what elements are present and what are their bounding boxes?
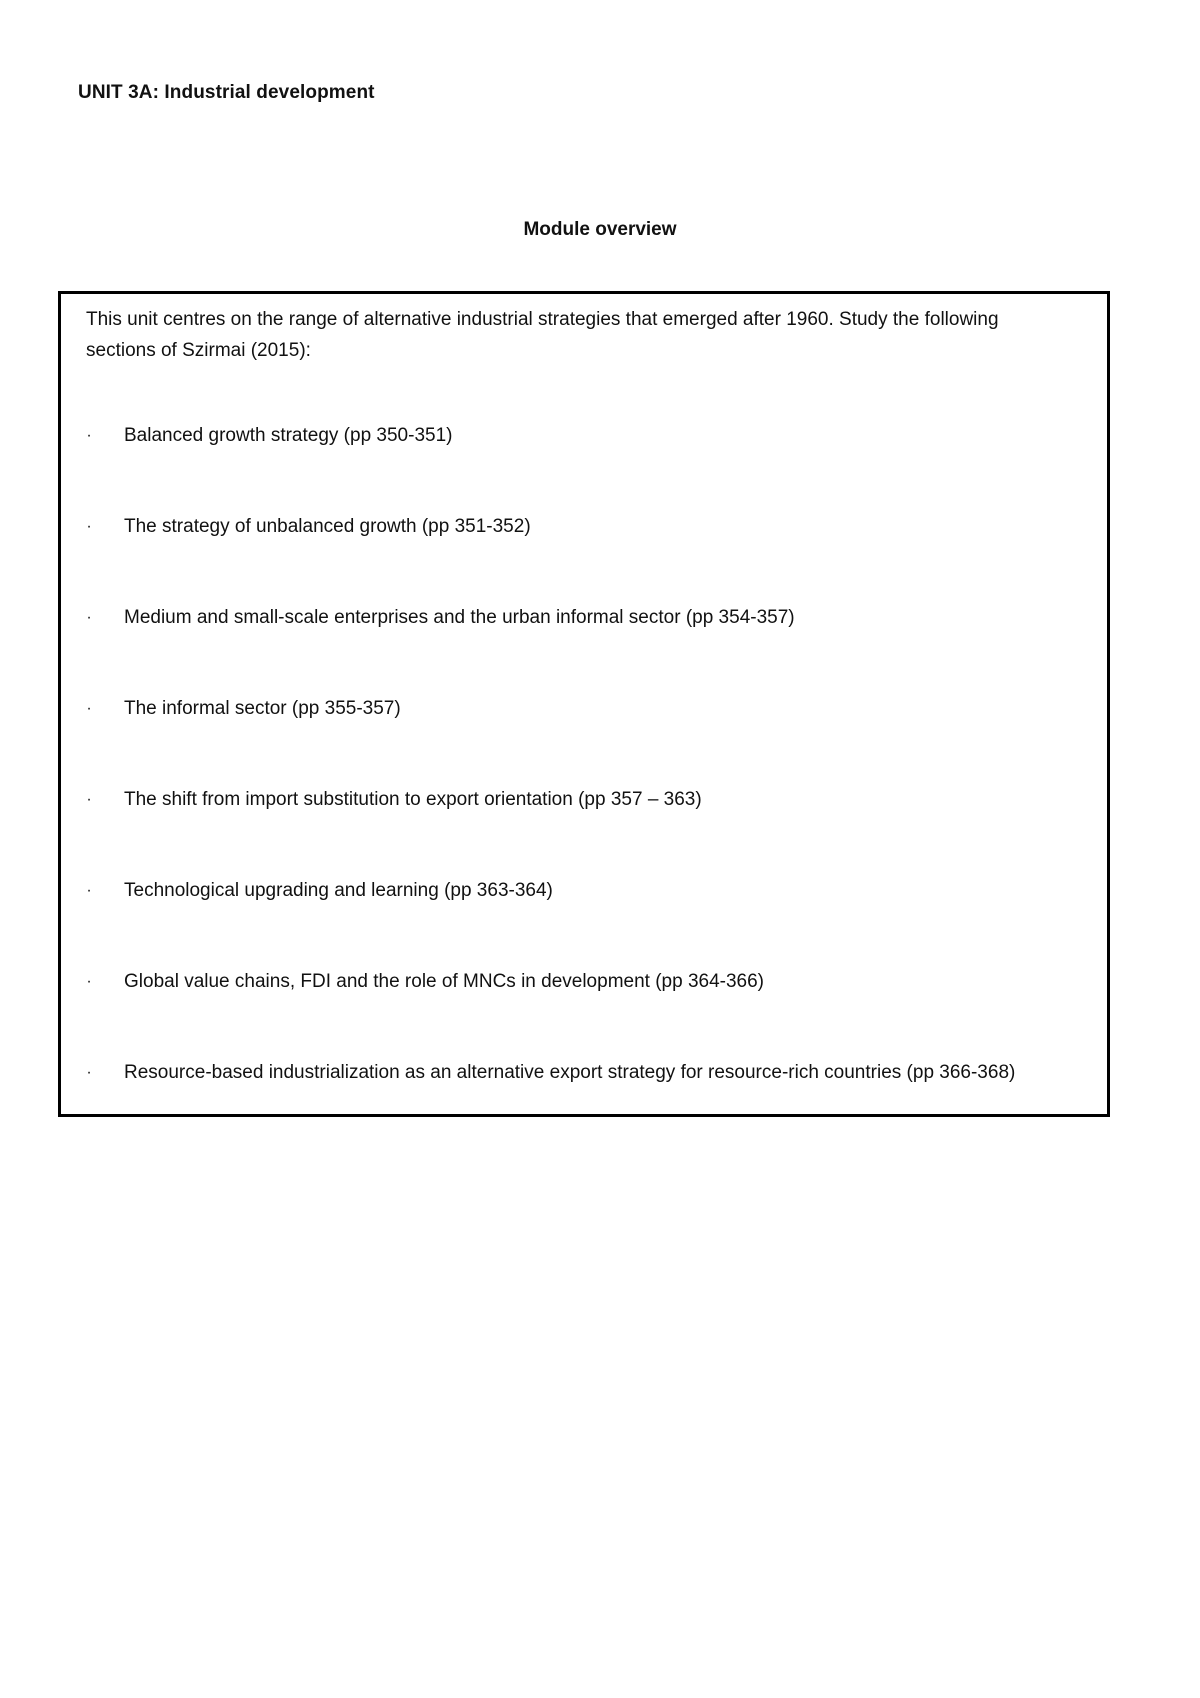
bullet-icon: · [86, 791, 92, 808]
list-item-text: The shift from import substitution to export orientation (pp 357 – 363) [124, 789, 702, 810]
list-item-text: The strategy of unbalanced growth (pp 351-352) [124, 516, 531, 537]
bullet-icon: · [86, 609, 92, 626]
list-item-text: Balanced growth strategy (pp 350-351) [124, 425, 453, 446]
intro-line-2: sections of Szirmai (2015): [86, 340, 311, 361]
list-item-text: Resource-based industrialization as an alternative export strategy for resource-rich countries (pp 366-368) [124, 1062, 1016, 1083]
bullet-icon: · [86, 882, 92, 899]
bullet-icon: · [86, 518, 92, 535]
list-item-text: Technological upgrading and learning (pp 363-364) [124, 880, 553, 901]
bullet-icon: · [86, 427, 92, 444]
intro-line-1: This unit centres on the range of alternative industrial strategies that emerged after 1960. Study the following [86, 309, 999, 330]
module-overview-box [58, 291, 1110, 1117]
list-item-text: The informal sector (pp 355-357) [124, 698, 401, 719]
list-item-text: Global value chains, FDI and the role of MNCs in development (pp 364-366) [124, 971, 765, 992]
module-overview-heading: Module overview [523, 219, 677, 240]
bullet-icon: · [86, 1064, 92, 1081]
unit-title: UNIT 3A: Industrial development [78, 82, 375, 103]
bullet-icon: · [86, 973, 92, 990]
list-item-text: Medium and small-scale enterprises and the urban informal sector (pp 354-357) [124, 607, 795, 628]
intro-paragraph [86, 304, 1086, 366]
bullet-icon: · [86, 700, 92, 717]
